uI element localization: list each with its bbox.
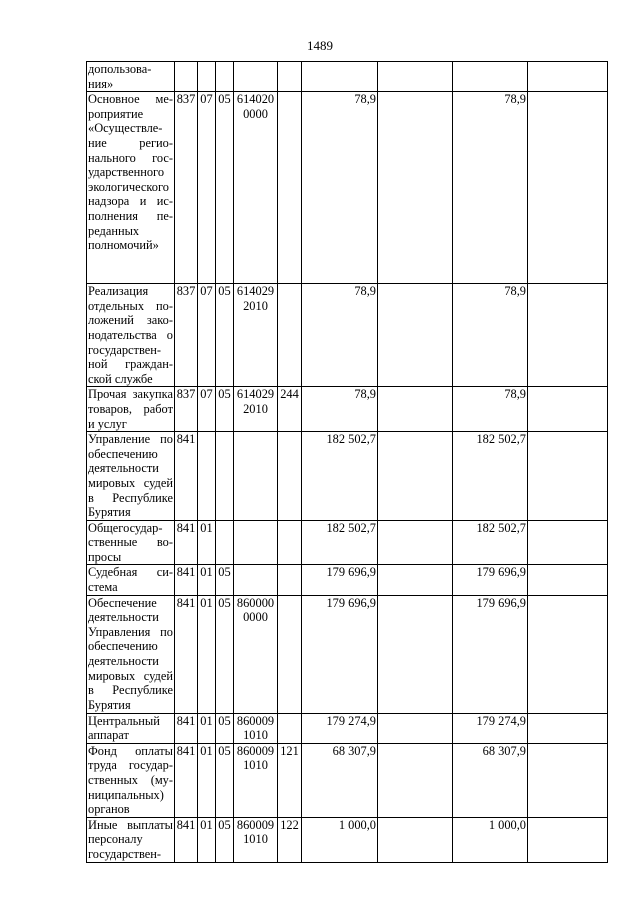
expense-type-code [278, 595, 302, 713]
grbs-code: 837 [175, 387, 198, 432]
empty-cell [528, 743, 608, 817]
expense-type-code [278, 284, 302, 387]
expense-type-code [278, 62, 302, 92]
page-number: 1489 [307, 38, 333, 53]
grbs-code: 841 [175, 713, 198, 743]
empty-cell [528, 817, 608, 862]
amount-2: 78,9 [453, 284, 528, 387]
amount-1: 179 696,9 [302, 595, 378, 713]
target-article-code [234, 62, 278, 92]
expense-type-code [278, 432, 302, 521]
budget-table [86, 61, 608, 863]
grbs-code: 837 [175, 92, 198, 284]
empty-cell [378, 817, 453, 862]
empty-cell [528, 520, 608, 565]
target-article-code: 8600091010 [234, 743, 278, 817]
expense-type-code [278, 713, 302, 743]
expense-type-code [278, 565, 302, 595]
amount-2 [453, 62, 528, 92]
expense-type-code: 121 [278, 743, 302, 817]
empty-cell [528, 62, 608, 92]
subsection-code: 05 [216, 387, 234, 432]
empty-cell [378, 565, 453, 595]
table-row [87, 743, 608, 817]
subsection-code [216, 432, 234, 521]
section-code: 01 [198, 595, 216, 713]
amount-2: 179 696,9 [453, 595, 528, 713]
subsection-code [216, 62, 234, 92]
empty-cell [528, 595, 608, 713]
amount-2: 1 000,0 [453, 817, 528, 862]
amount-1: 68 307,9 [302, 743, 378, 817]
expense-type-code: 122 [278, 817, 302, 862]
table-row [87, 92, 608, 284]
row-name: Управление по обеспечению деятельности мировых судей в Республике Бурятия [88, 432, 173, 520]
grbs-code: 841 [175, 565, 198, 595]
amount-2: 179 274,9 [453, 713, 528, 743]
amount-2: 179 696,9 [453, 565, 528, 595]
section-code: 01 [198, 565, 216, 595]
section-code: 07 [198, 92, 216, 284]
target-article-code [234, 565, 278, 595]
amount-1: 1 000,0 [302, 817, 378, 862]
target-article-code: 6140200000 [234, 92, 278, 284]
target-article-code: 8600000000 [234, 595, 278, 713]
target-article-code [234, 520, 278, 565]
empty-cell [528, 713, 608, 743]
row-name: допользова-ния» [87, 62, 175, 92]
empty-cell [378, 713, 453, 743]
expense-type-code [278, 520, 302, 565]
target-article-code: 6140292010 [234, 387, 278, 432]
target-article-code: 8600091010 [234, 817, 278, 862]
empty-cell [378, 743, 453, 817]
grbs-code: 841 [175, 432, 198, 521]
table-row [87, 817, 608, 862]
amount-2: 78,9 [453, 387, 528, 432]
empty-cell [378, 432, 453, 521]
amount-2: 182 502,7 [453, 432, 528, 521]
table-row [87, 595, 608, 713]
row-name: Реализация отдельных по-ложений зако-нодательства о государствен-ной граждан-ской службе [88, 284, 173, 386]
section-code: 01 [198, 713, 216, 743]
expense-type-code [278, 92, 302, 284]
target-article-code: 6140292010 [234, 284, 278, 387]
table-row [87, 520, 608, 565]
section-code: 01 [198, 817, 216, 862]
amount-2: 78,9 [453, 92, 528, 284]
target-article-code [234, 432, 278, 521]
amount-2: 182 502,7 [453, 520, 528, 565]
subsection-code: 05 [216, 284, 234, 387]
table-row [87, 713, 608, 743]
amount-1 [302, 62, 378, 92]
subsection-code: 05 [216, 595, 234, 713]
empty-cell [378, 284, 453, 387]
table-row [87, 432, 608, 521]
row-name: Основное ме-роприятие «Осуществле-ние регио-нального гос-ударственного экологического надзора и ис-полнения пе-реданных полномочий» [87, 92, 175, 284]
subsection-code: 05 [216, 713, 234, 743]
section-code [198, 432, 216, 521]
table-row [87, 387, 608, 432]
section-code: 01 [198, 520, 216, 565]
amount-1: 78,9 [302, 92, 378, 284]
table-body [87, 62, 608, 863]
section-code: 01 [198, 743, 216, 817]
amount-1: 179 696,9 [302, 565, 378, 595]
amount-1: 78,9 [302, 284, 378, 387]
empty-cell [378, 595, 453, 713]
amount-1: 179 274,9 [302, 713, 378, 743]
grbs-code: 841 [175, 817, 198, 862]
table-row [87, 284, 608, 387]
row-name: Фонд оплаты труда государ-ственных (му-ниципальных) органов [88, 743, 173, 817]
row-name: Иные выплаты персоналу государствен- [88, 817, 173, 862]
subsection-code [216, 520, 234, 565]
grbs-code: 841 [175, 743, 198, 817]
empty-cell [528, 284, 608, 387]
grbs-code: 837 [175, 284, 198, 387]
empty-cell [378, 387, 453, 432]
subsection-code: 05 [216, 817, 234, 862]
subsection-code: 05 [216, 565, 234, 595]
row-name: Центральный аппарат [87, 713, 175, 743]
row-name: Судебная си-стема [88, 565, 173, 595]
amount-1: 78,9 [302, 387, 378, 432]
grbs-code: 841 [175, 520, 198, 565]
table-row [87, 62, 608, 92]
section-code [198, 62, 216, 92]
expense-type-code: 244 [278, 387, 302, 432]
subsection-code: 05 [216, 92, 234, 284]
row-name: Обеспечение деятельности Управления по обеспечению деятельности мировых судей в Республике Бурятия [88, 595, 173, 712]
grbs-code [175, 62, 198, 92]
grbs-code: 841 [175, 595, 198, 713]
empty-cell [528, 387, 608, 432]
empty-cell [528, 432, 608, 521]
section-code: 07 [198, 284, 216, 387]
empty-cell [378, 520, 453, 565]
table-row [87, 565, 608, 595]
amount-1: 182 502,7 [302, 432, 378, 521]
target-article-code: 8600091010 [234, 713, 278, 743]
section-code: 07 [198, 387, 216, 432]
amount-1: 182 502,7 [302, 520, 378, 565]
empty-cell [528, 92, 608, 284]
row-name: Общегосудар-ственные во-просы [88, 520, 173, 564]
row-name: Прочая закупка товаров, работ и услуг [88, 387, 173, 431]
empty-cell [378, 62, 453, 92]
empty-cell [528, 565, 608, 595]
subsection-code: 05 [216, 743, 234, 817]
empty-cell [378, 92, 453, 284]
amount-2: 68 307,9 [453, 743, 528, 817]
